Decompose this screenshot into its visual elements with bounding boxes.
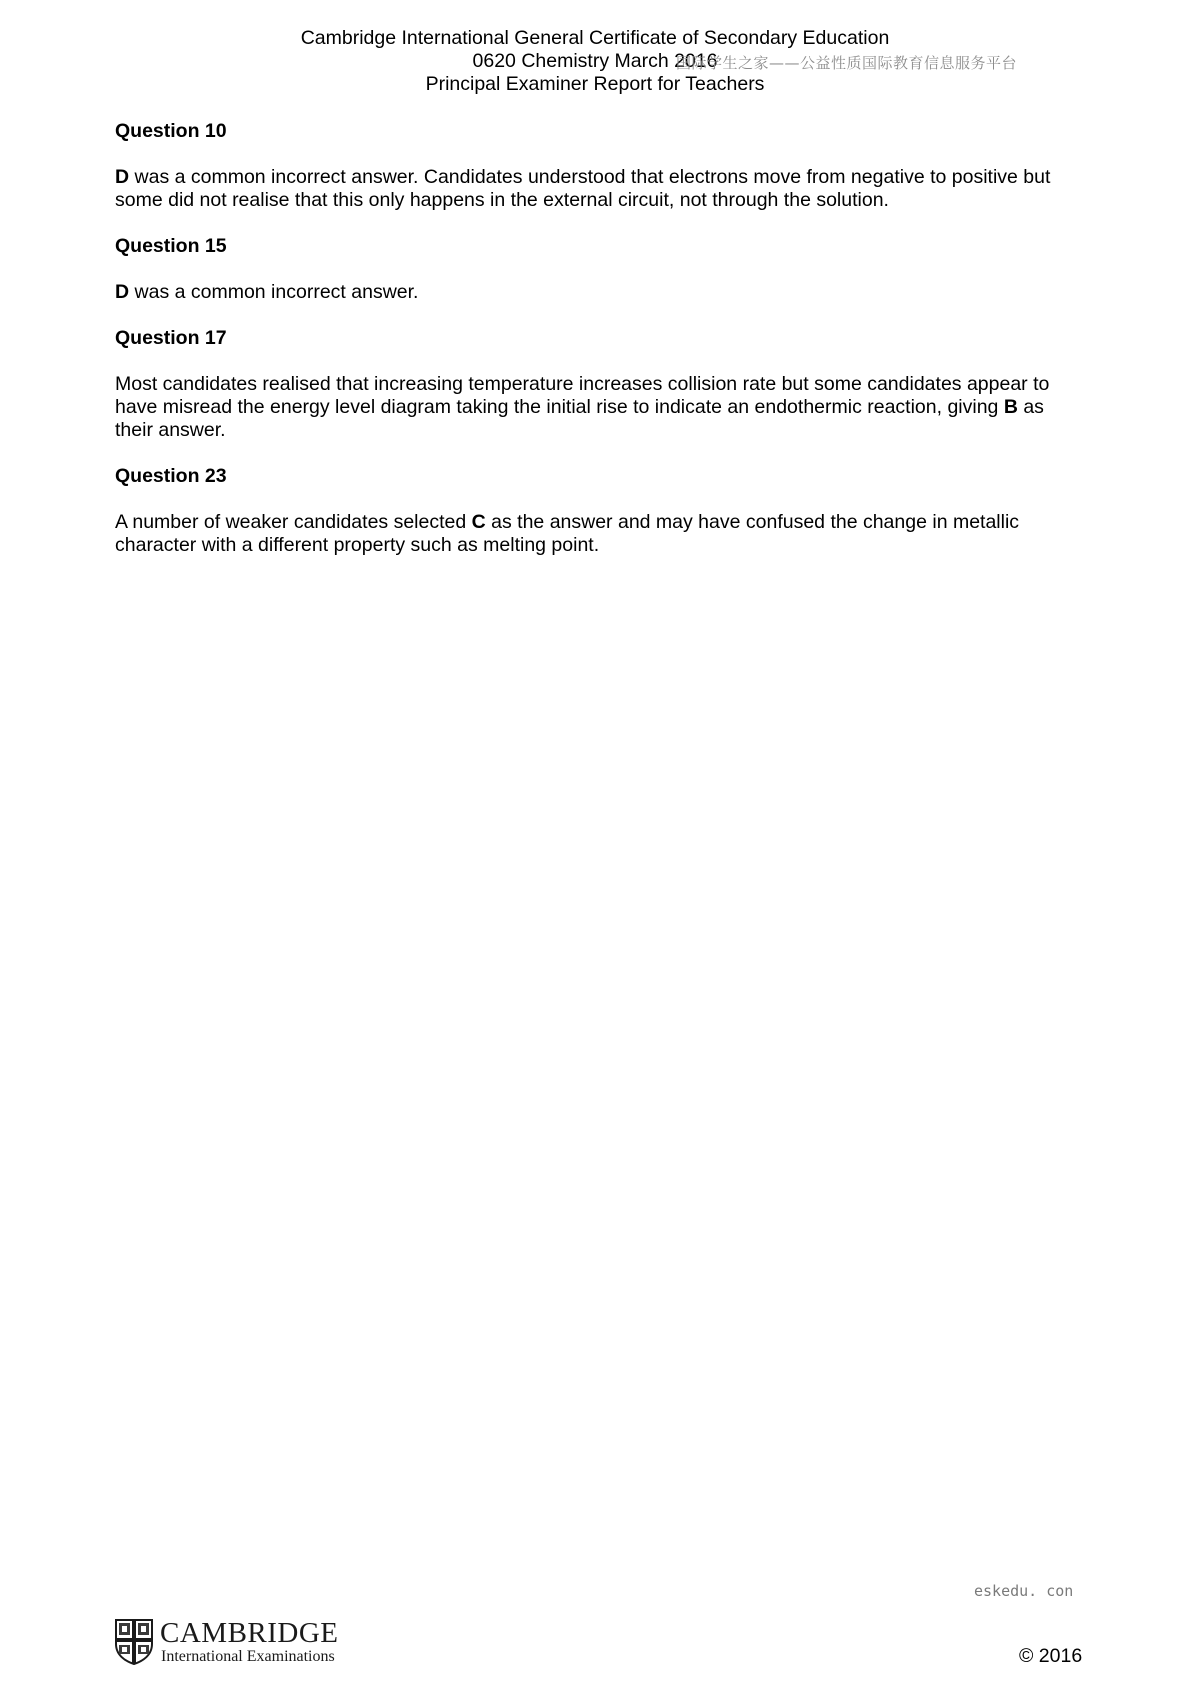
header-syllabus: 0620 Chemistry March 2016 — [472, 50, 718, 72]
question-section — [115, 327, 1085, 442]
copyright-notice: © 2016 — [1019, 1645, 1083, 1667]
question-title: Question 17 — [115, 327, 227, 349]
comment-text: as their answer. — [115, 396, 1044, 441]
question-section — [115, 120, 1085, 212]
question-title: Question 15 — [115, 235, 227, 257]
watermark-text: 国际学生之家——公益性质国际教育信息服务平台 — [676, 54, 1018, 72]
answer-letter: B — [1003, 396, 1018, 418]
question-title: Question 10 — [115, 120, 227, 142]
comment-text: was a common incorrect answer. Candidates understood that electrons move from negative to positive but some did not realise that this only happens in the external circuit, not through the solution. — [115, 166, 1051, 211]
cambridge-logo — [114, 1618, 354, 1666]
question-comment — [115, 281, 1085, 304]
question-section — [115, 465, 1085, 557]
report-body — [115, 120, 1085, 580]
comment-text: A number of weaker candidates selected — [115, 511, 472, 533]
footer-site-text: eskedu. con — [974, 1582, 1074, 1600]
logo-wordmark: CAMBRIDGE — [160, 1617, 339, 1649]
question-comment — [115, 511, 1085, 557]
comment-text: was a common incorrect answer. — [129, 281, 419, 303]
question-comment — [115, 373, 1085, 442]
answer-letter: C — [471, 511, 486, 533]
cambridge-crest-icon — [114, 1618, 154, 1665]
comment-text: as the answer and may have confused the change in metallic character with a different property such as melting point. — [115, 511, 1020, 556]
question-section — [115, 235, 1085, 304]
header-report-title: Principal Examiner Report for Teachers — [425, 73, 765, 95]
answer-letter: D — [115, 281, 130, 303]
header-qualification: Cambridge International General Certificate of Secondary Education — [300, 27, 890, 49]
question-title: Question 23 — [115, 465, 227, 487]
comment-text: Most candidates realised that increasing temperature increases collision rate but some candidates appear to have misread the energy level diagram taking the initial rise to indicate an endothermic reaction, giving — [115, 373, 1050, 418]
question-comment — [115, 166, 1085, 212]
answer-letter: D — [115, 166, 130, 188]
logo-subtitle: International Examinations — [161, 1648, 335, 1665]
